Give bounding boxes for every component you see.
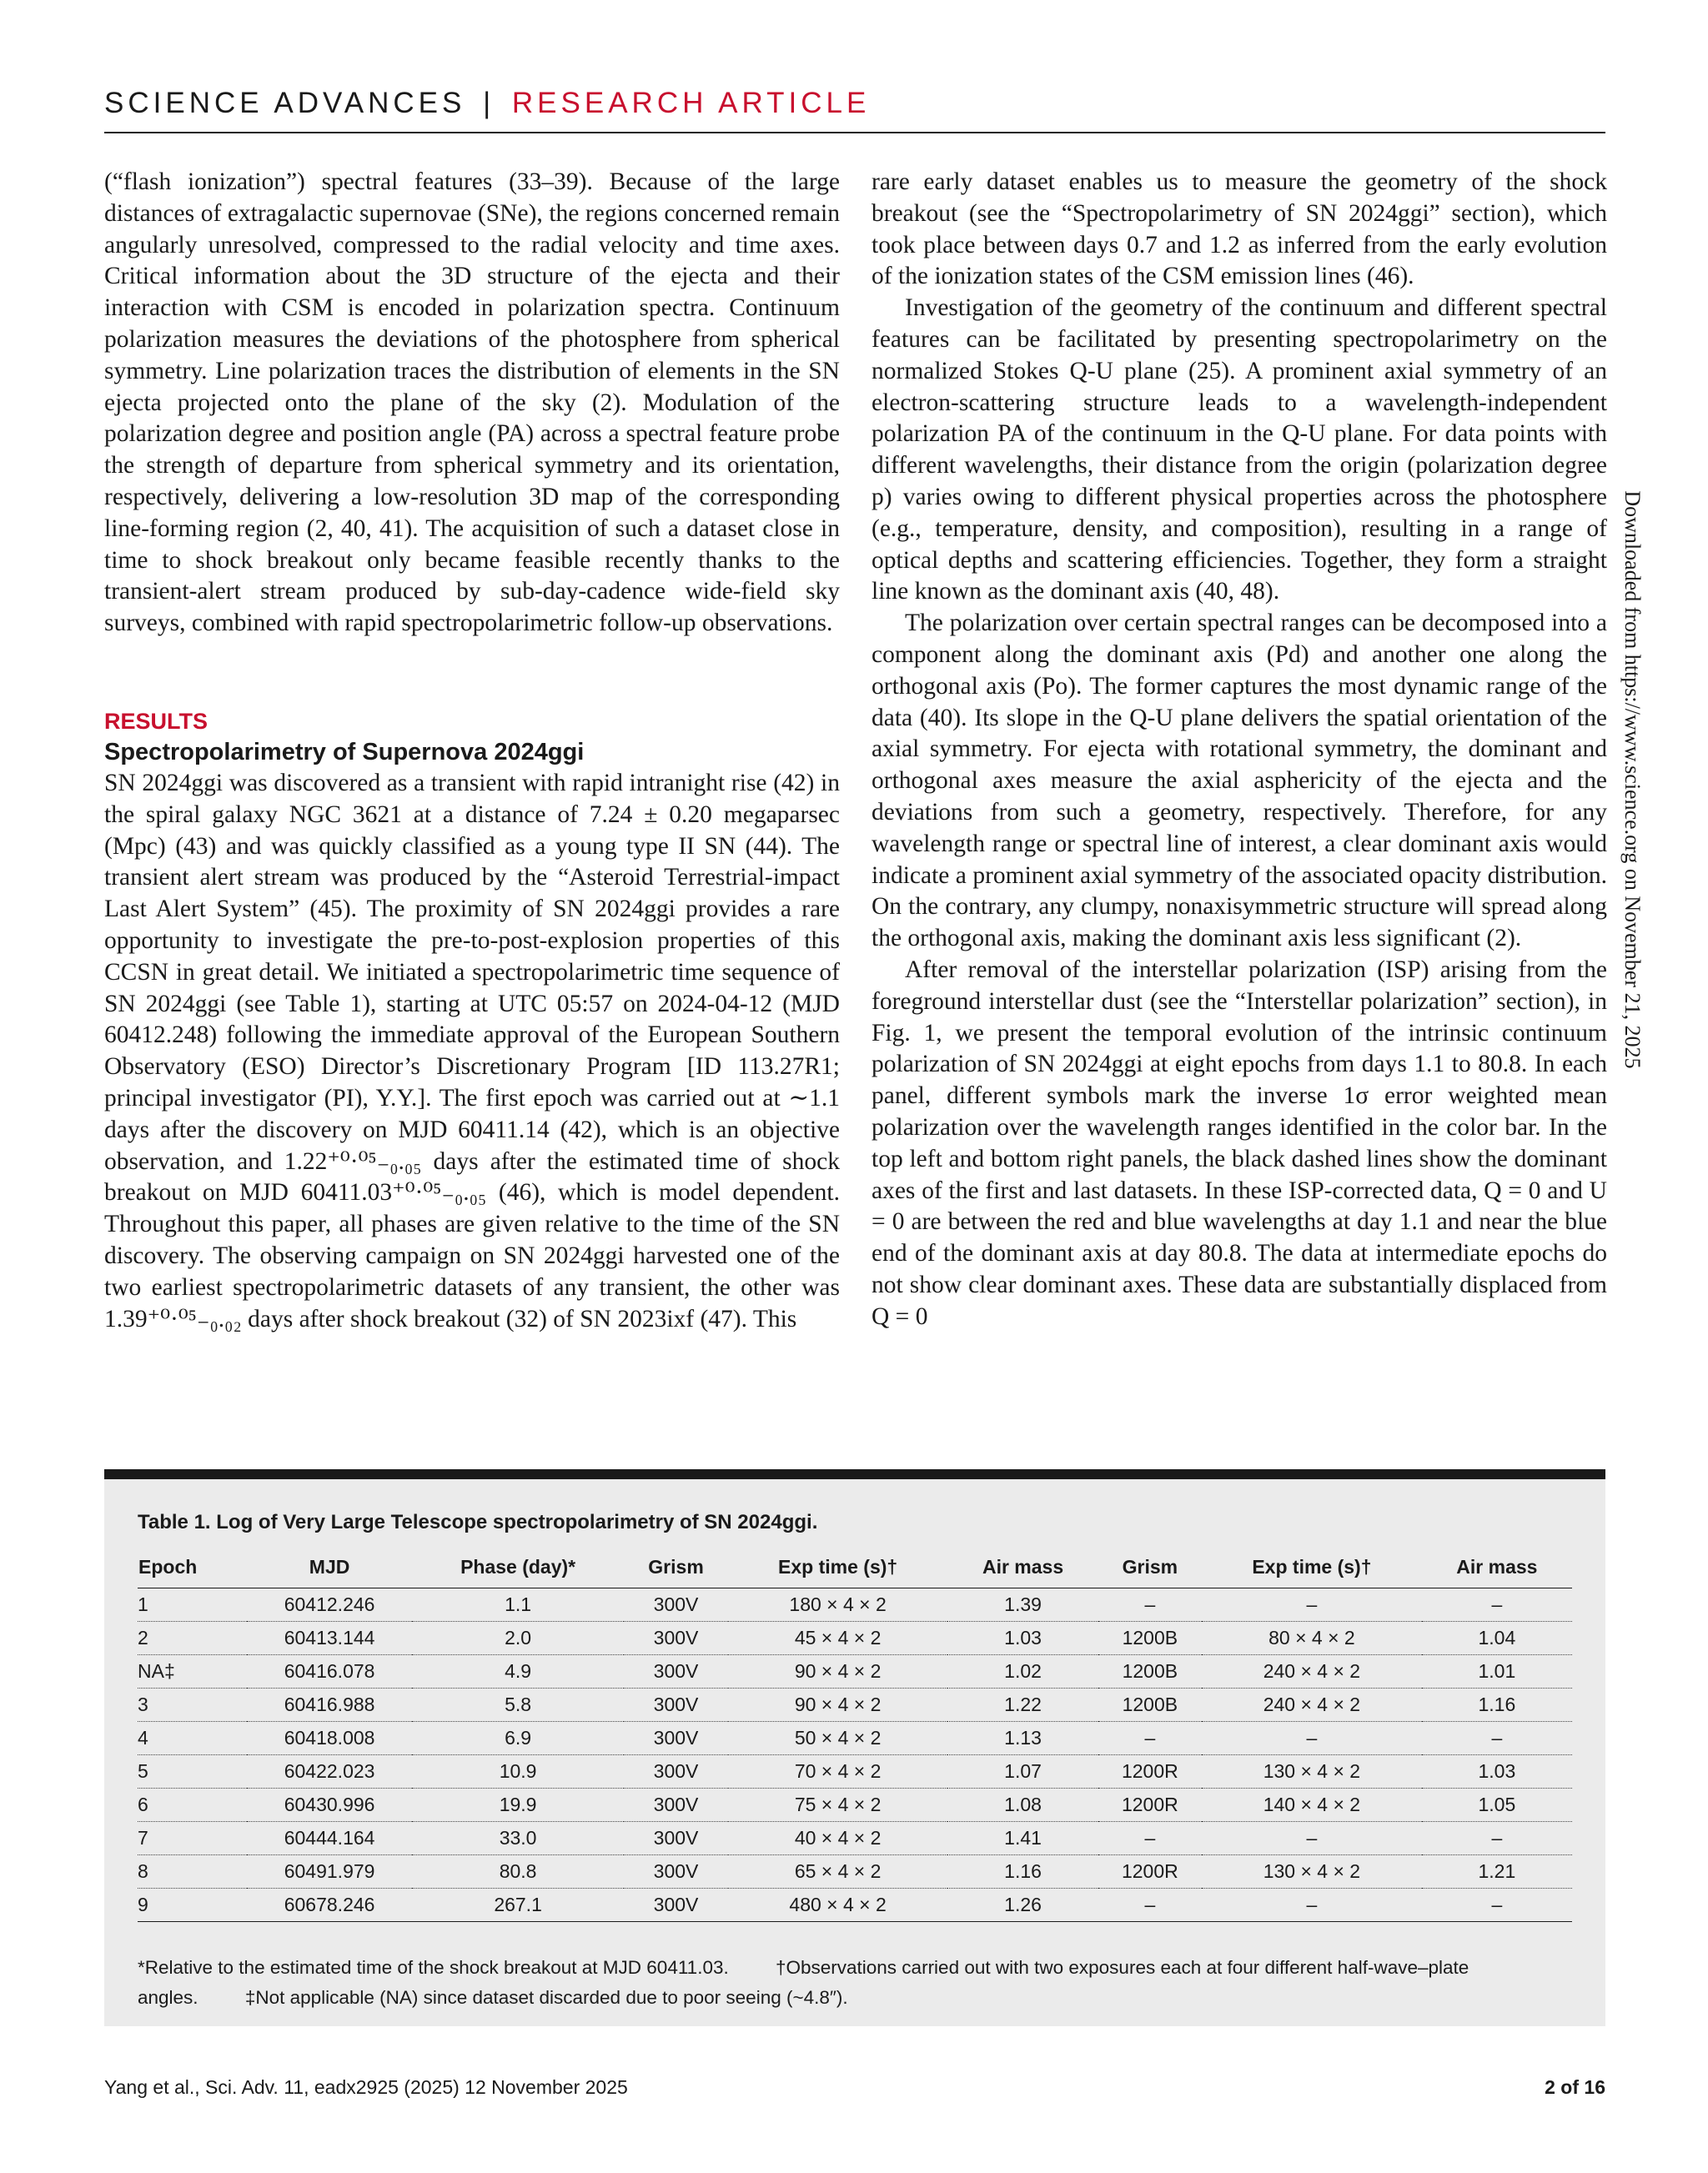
table-cell: 60412.246	[247, 1588, 412, 1622]
table-cell: –	[1422, 1889, 1572, 1922]
table-cell: 300V	[624, 1588, 727, 1622]
table-cell: 60678.246	[247, 1889, 412, 1922]
table-row	[138, 1655, 1572, 1689]
table-cell: 240 × 4 × 2	[1202, 1689, 1422, 1722]
table-cell: 1.03	[1422, 1755, 1572, 1789]
table-header-row	[138, 1546, 1572, 1588]
table-cell: 1.41	[947, 1822, 1098, 1855]
table-cell: 19.9	[412, 1789, 624, 1822]
table-cell: 6	[138, 1789, 247, 1822]
table-cell: –	[1202, 1588, 1422, 1622]
table-footnote: *Relative to the estimated time of the shock breakout at MJD 60411.03.	[138, 1957, 729, 1978]
table-cell: 80 × 4 × 2	[1202, 1622, 1422, 1655]
table-cell: 1	[138, 1588, 247, 1622]
table-cell: 1200R	[1098, 1855, 1202, 1889]
table-cell: 240 × 4 × 2	[1202, 1655, 1422, 1689]
table-cell: 1200B	[1098, 1622, 1202, 1655]
table-cell: 180 × 4 × 2	[728, 1588, 948, 1622]
table-cell: 40 × 4 × 2	[728, 1822, 948, 1855]
table-cell: 1.21	[1422, 1855, 1572, 1889]
right-column	[872, 167, 1607, 1332]
table-cell: 90 × 4 × 2	[728, 1689, 948, 1722]
table-cell: 1200R	[1098, 1755, 1202, 1789]
table-cell: 5.8	[412, 1689, 624, 1722]
table-cell: 300V	[624, 1855, 727, 1889]
table-row	[138, 1622, 1572, 1655]
table-cell: 1200B	[1098, 1655, 1202, 1689]
table-row	[138, 1855, 1572, 1889]
table-row	[138, 1755, 1572, 1789]
column-header: Air mass	[1422, 1546, 1572, 1588]
table-footnotes	[138, 1953, 1572, 2013]
table-cell: –	[1422, 1722, 1572, 1755]
table-cell: 300V	[624, 1655, 727, 1689]
table-cell: 1200B	[1098, 1689, 1202, 1722]
table-cell: NA‡	[138, 1655, 247, 1689]
table-cell: 300V	[624, 1622, 727, 1655]
table-cell: 4	[138, 1722, 247, 1755]
table-cell: 300V	[624, 1689, 727, 1722]
table-cell: 3	[138, 1689, 247, 1722]
table-cell: –	[1422, 1822, 1572, 1855]
table-cell: 480 × 4 × 2	[728, 1889, 948, 1922]
table-cell: 45 × 4 × 2	[728, 1622, 948, 1655]
column-header: Grism	[624, 1546, 727, 1588]
header-separator: |	[483, 87, 495, 119]
table-cell: 1.05	[1422, 1789, 1572, 1822]
citation: Yang et al., Sci. Adv. 11, eadx2925 (2025) 12 November 2025	[104, 2076, 628, 2098]
table-cell: 300V	[624, 1789, 727, 1822]
table-cell: –	[1202, 1889, 1422, 1922]
table-cell: 7	[138, 1822, 247, 1855]
page-footer	[104, 2076, 1605, 2099]
table-cell: 140 × 4 × 2	[1202, 1789, 1422, 1822]
table-footnote: ‡Not applicable (NA) since dataset discarded due to poor seeing (~4.8″).	[244, 1987, 848, 2008]
table-cell: 130 × 4 × 2	[1202, 1855, 1422, 1889]
table-footnote: †Observations carried out with two exposures each at four different half-wave–plate angles.	[138, 1957, 1469, 2008]
table-cell: 60416.078	[247, 1655, 412, 1689]
left-paragraph-1: (“flash ionization”) spectral features (33–39). Because of the large distances of extragalactic supernovae (SNe), the regions concerned remain angularly unresolved, compressed to the radial velocity and time axes. Critical information about the 3D structure of the ejecta and their interaction with CSM is encoded in polarization spectra. Continuum polarization measures the deviations of the photosphere from spherical symmetry. Line polarization traces the distribution of elements in the SN ejecta projected onto the plane of the sky (2). Modulation of the polarization degree and position angle (PA) across a spectral feature probe the strength of departure from spherical symmetry and its orientation, respectively, delivering a low-resolution 3D map of the corresponding line-forming region (2, 40, 41). The acquisition of such a dataset close in time to shock breakout only became feasible recently thanks to the transient-alert stream produced by sub-day-cadence wide-field sky surveys, combined with rapid spectropolarimetric follow-up observations.	[104, 168, 840, 637]
table-cell: 1.01	[1422, 1655, 1572, 1689]
table-row	[138, 1789, 1572, 1822]
table-cell: 50 × 4 × 2	[728, 1722, 948, 1755]
table-cell: 1.39	[947, 1588, 1098, 1622]
table-cell: 5	[138, 1755, 247, 1789]
table-cell: 60413.144	[247, 1622, 412, 1655]
table-cell: –	[1098, 1722, 1202, 1755]
table-cell: 1.08	[947, 1789, 1098, 1822]
right-paragraph-1: rare early dataset enables us to measure the geometry of the shock breakout (see the “Spectropolarimetry of SN 2024ggi” section), which took place between days 0.7 and 1.2 as inferred from the early evolution of the ionization states of the CSM emission lines (46).	[872, 168, 1607, 290]
table-cell: 2	[138, 1622, 247, 1655]
table-cell: 6.9	[412, 1722, 624, 1755]
page-number: 2 of 16	[1545, 2076, 1605, 2098]
table-cell: 9	[138, 1889, 247, 1922]
table-cell: 60416.988	[247, 1689, 412, 1722]
table-cell: 80.8	[412, 1855, 624, 1889]
table-title: Table 1. Log of Very Large Telescope spectropolarimetry of SN 2024ggi.	[138, 1511, 818, 1533]
table-cell: –	[1098, 1588, 1202, 1622]
right-paragraph-3: The polarization over certain spectral ranges can be decomposed into a component along the dominant axis (Pd) and another one along the orthogonal axis (Po). The former captures the most dynamic range of the data (40). Its slope in the Q-U plane delivers the spatial orientation of the axial symmetry. For ejecta with rotational symmetry, the dominant and orthogonal axes measure the axial asphericity of the ejecta and the deviations from such a geometry, respectively. Therefore, for any wavelength range or spectral line of interest, a clear dominant axis would indicate a prominent axial symmetry of the associated opacity distribution. On the contrary, any clumpy, nonaxisymmetric structure will spread along the orthogonal axis, making the dominant axis less significant (2).	[872, 610, 1607, 952]
table-cell: 1.16	[1422, 1689, 1572, 1722]
table-cell: –	[1098, 1822, 1202, 1855]
table-cell: 300V	[624, 1755, 727, 1789]
table-cell: 2.0	[412, 1622, 624, 1655]
table-cell: 300V	[624, 1822, 727, 1855]
table-cell: 8	[138, 1855, 247, 1889]
table-cell: 65 × 4 × 2	[728, 1855, 948, 1889]
table-cell: 1.04	[1422, 1622, 1572, 1655]
subsection-heading: Spectropolarimetry of Supernova 2024ggi	[104, 738, 585, 765]
table-row	[138, 1689, 1572, 1722]
table-row	[138, 1722, 1572, 1755]
download-note: Downloaded from https://www.science.org on November 21, 2025	[1620, 490, 1645, 1069]
table-cell: 300V	[624, 1889, 727, 1922]
right-paragraph-4: After removal of the interstellar polarization (ISP) arising from the foreground interstellar dust (see the “Interstellar polarization” section), in Fig. 1, we present the temporal evolution of the intrinsic continuum polarization of SN 2024ggi at eight epochs from days 1.1 to 80.8. In each panel, different symbols mark the inverse 1σ error weighted mean polarization over the wavelength ranges identified in the color bar. In the top left and bottom right panels, the black dashed lines show the dominant axes of the first and last datasets. In these ISP-corrected data, Q = 0 and U = 0 are between the red and blue wavelengths at day 1.1 and near the blue end of the dominant axis at day 80.8. The data at intermediate epochs do not show clear dominant axes. These data are substantially displaced from Q = 0	[872, 956, 1607, 1330]
table-row	[138, 1889, 1572, 1922]
table-1	[104, 1469, 1605, 2026]
column-header: Epoch	[138, 1546, 247, 1588]
section-heading-results: RESULTS	[104, 708, 208, 734]
table-row	[138, 1588, 1572, 1622]
table-cell: 60418.008	[247, 1722, 412, 1755]
table-cell: 90 × 4 × 2	[728, 1655, 948, 1689]
table-cell: –	[1098, 1889, 1202, 1922]
table-cell: 1.07	[947, 1755, 1098, 1789]
table-cell: 1.1	[412, 1588, 624, 1622]
table-cell: 1.16	[947, 1855, 1098, 1889]
column-header: Phase (day)*	[412, 1546, 624, 1588]
table-cell: 1.22	[947, 1689, 1098, 1722]
table-cell: 1.26	[947, 1889, 1098, 1922]
table-cell: 300V	[624, 1722, 727, 1755]
table-cell: 130 × 4 × 2	[1202, 1755, 1422, 1789]
table-cell: 60422.023	[247, 1755, 412, 1789]
table-cell: 1.02	[947, 1655, 1098, 1689]
table-cell: –	[1202, 1722, 1422, 1755]
table-cell: 60491.979	[247, 1855, 412, 1889]
left-paragraph-2: SN 2024ggi was discovered as a transient with rapid intranight rise (42) in the spiral galaxy NGC 3621 at a distance of 7.24 ± 0.20 megaparsec (Mpc) (43) and was quickly classified as a young type II SN (44). The transient alert stream was produced by the “Asteroid Terrestrial-impact Last Alert System” (45). The proximity of SN 2024ggi provides a rare opportunity to investigate the pre-to-post-explosion properties of this CCSN in great detail. We initiated a spectropolarimetric time sequence of SN 2024ggi (see Table 1), starting at UTC 05:57 on 2024-04-12 (MJD 60412.248) following the immediate approval of the European Southern Observatory (ESO) Director’s Discretionary Program [ID 113.27R1; principal investigator (PI), Y.Y.]. The first epoch was carried out at ∼1.1 days after the discovery on MJD 60411.14 (42), which is an objective observation, and 1.22⁺⁰·⁰⁵₋₀.₀₅ days after the estimated time of shock breakout on MJD 60411.03⁺⁰·⁰⁵₋₀.₀₅ (46), which is model dependent. Throughout this paper, all phases are given relative to the time of the SN discovery. The observing campaign on SN 2024ggi harvested one of the two earliest spectropolarimetric datasets of any transient, the other was 1.39⁺⁰·⁰⁵₋₀.₀₂ days after shock breakout (32) of SN 2023ixf (47). This	[104, 769, 840, 1332]
table-cell: 267.1	[412, 1889, 624, 1922]
table-cell: 60444.164	[247, 1822, 412, 1855]
right-paragraph-2: Investigation of the geometry of the continuum and different spectral features can be facilitated by presenting spectropolarimetry on the normalized Stokes Q-U plane (25). A prominent axial symmetry of an electron-scattering structure leads to a wavelength-independent polarization PA of the continuum in the Q-U plane. For data points with different wavelengths, their distance from the origin (polarization degree p) varies owing to different physical properties across the photosphere (e.g., temperature, density, and composition), resulting in a range of optical depths and scattering efficiencies. Together, they form a straight line known as the dominant axis (40, 48).	[872, 294, 1607, 605]
table-cell: 1.13	[947, 1722, 1098, 1755]
table-cell: 4.9	[412, 1655, 624, 1689]
observation-log-table	[138, 1546, 1572, 1922]
table-cell: 1200R	[1098, 1789, 1202, 1822]
journal-name: SCIENCE ADVANCES	[104, 87, 466, 119]
table-cell: 1.03	[947, 1622, 1098, 1655]
left-column	[104, 167, 840, 1335]
table-cell: 33.0	[412, 1822, 624, 1855]
table-cell: –	[1422, 1588, 1572, 1622]
table-row	[138, 1822, 1572, 1855]
article-type: RESEARCH ARTICLE	[511, 87, 871, 119]
table-cell: –	[1202, 1822, 1422, 1855]
column-header: Exp time (s)†	[728, 1546, 948, 1588]
column-header: Grism	[1098, 1546, 1202, 1588]
table-cell: 75 × 4 × 2	[728, 1789, 948, 1822]
table-cell: 10.9	[412, 1755, 624, 1789]
running-header	[104, 83, 1605, 133]
table-cell: 70 × 4 × 2	[728, 1755, 948, 1789]
column-header: MJD	[247, 1546, 412, 1588]
column-header: Exp time (s)†	[1202, 1546, 1422, 1588]
table-cell: 60430.996	[247, 1789, 412, 1822]
column-header: Air mass	[947, 1546, 1098, 1588]
